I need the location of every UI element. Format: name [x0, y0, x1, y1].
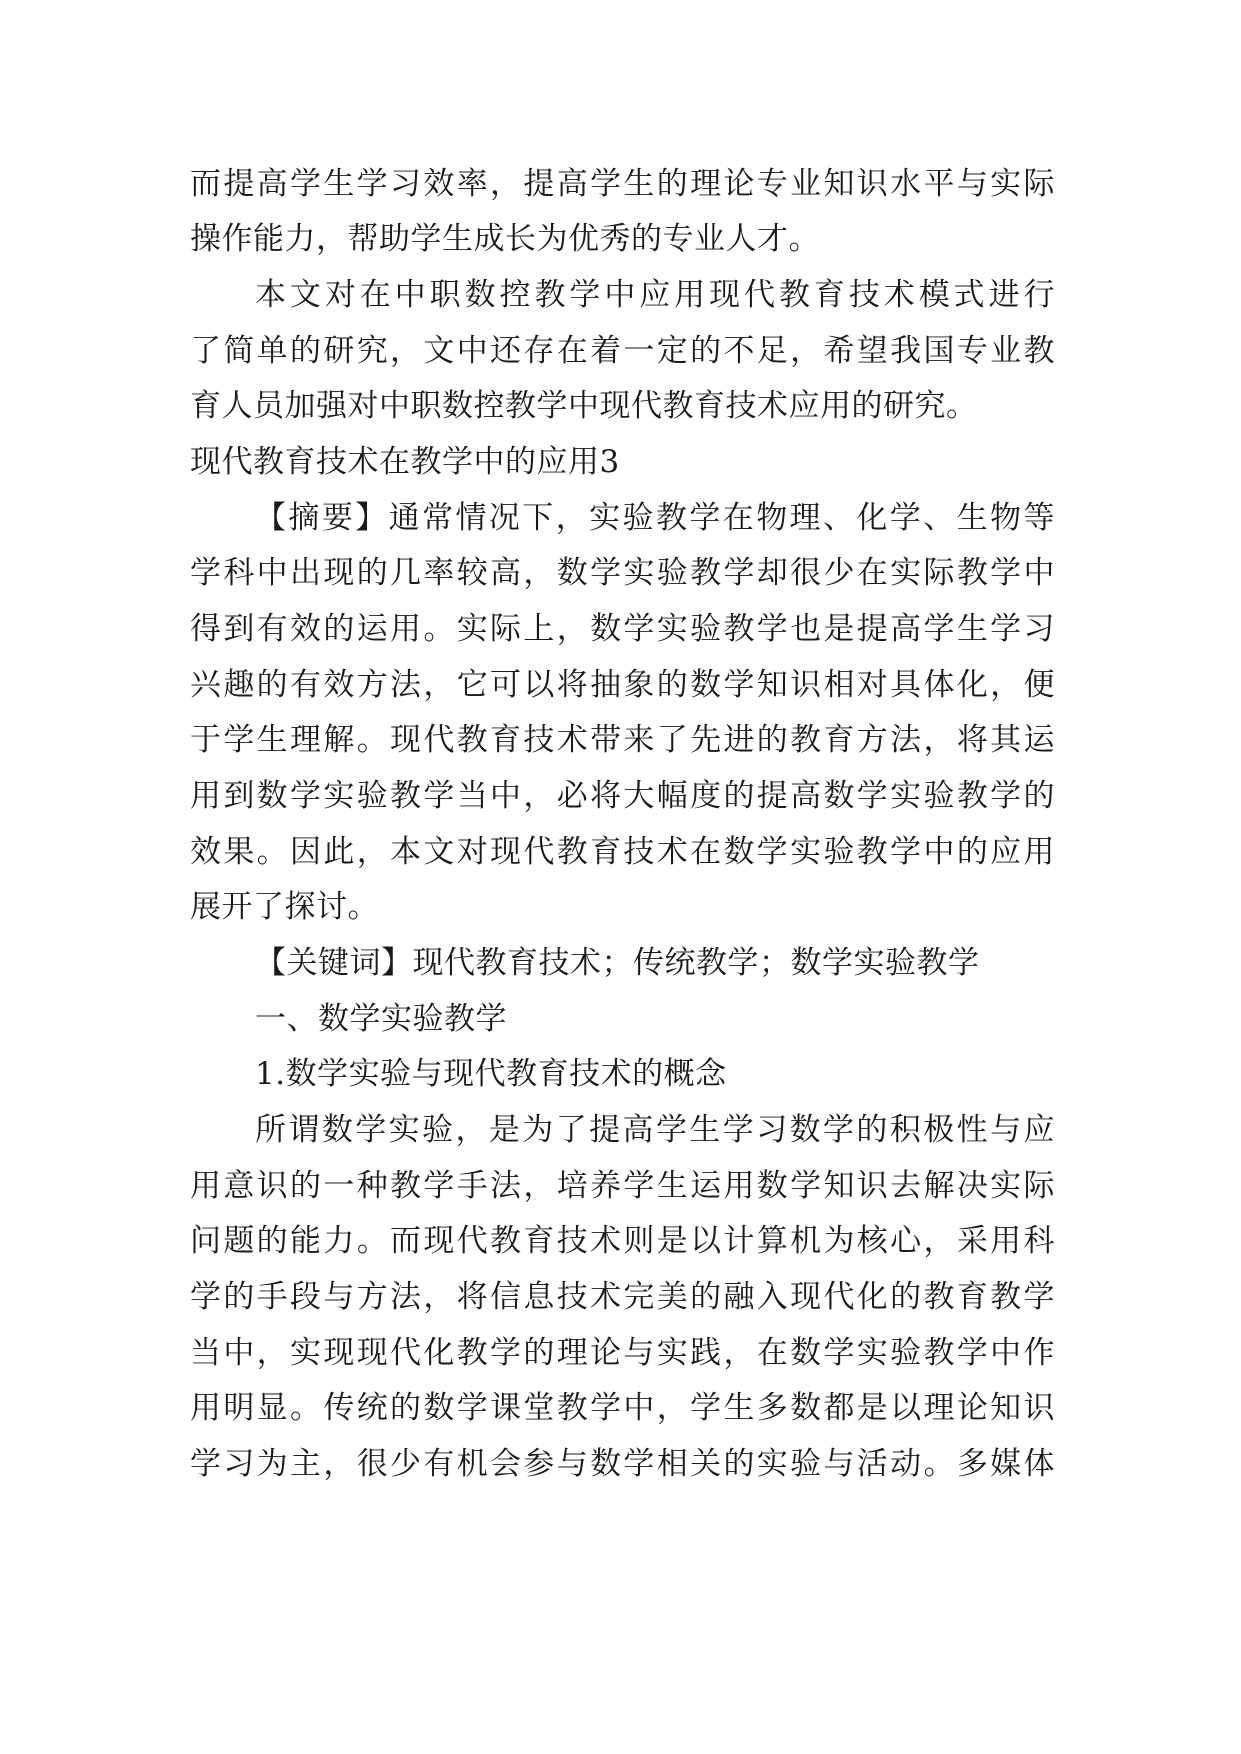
body-text-line: 效果。因此，本文对现代教育技术在数学实验教学中的应用 [190, 834, 1055, 870]
body-text-line: 学的手段与方法，将信息技术完美的融入现代化的教育教学 [190, 1279, 1055, 1315]
body-text-line: 了简单的研究，文中还存在着一定的不足，希望我国专业教 [190, 333, 1055, 369]
body-text-line: 当中，实现现代化教学的理论与实践，在数学实验教学中作 [190, 1335, 1055, 1371]
body-text-line: 用到数学实验教学当中，必将大幅度的提高数学实验教学的 [190, 778, 1055, 814]
abstract-first-line: 【摘要】通常情况下，实验教学在物理、化学、生物等 [255, 500, 1055, 536]
section-title: 现代教育技术在教学中的应用3 [190, 444, 620, 480]
body-text-line: 兴趣的有效方法，它可以将抽象的数学知识相对具体化，便 [190, 667, 1055, 703]
body-text-line: 展开了探讨。 [190, 889, 379, 925]
body-text-line: 育人员加强对中职数控教学中现代教育技术应用的研究。 [190, 388, 978, 424]
body-text-line: 操作能力，帮助学生成长为优秀的专业人才。 [190, 221, 820, 257]
heading-level-1: 一、数学实验教学 [255, 1001, 507, 1037]
body-text-line: 得到有效的运用。实际上，数学实验教学也是提高学生学习 [190, 611, 1055, 647]
keywords-line: 【关键词】现代教育技术；传统教学；数学实验教学 [255, 945, 980, 981]
body-text-line: 学科中出现的几率较高，数学实验教学却很少在实际教学中 [190, 555, 1055, 591]
paragraph-first-line: 本文对在中职数控教学中应用现代教育技术模式进行 [255, 277, 1055, 313]
body-text-line: 而提高学生学习效率，提高学生的理论专业知识水平与实际 [190, 166, 1055, 202]
heading-level-2: 1.数学实验与现代教育技术的概念 [255, 1056, 727, 1092]
paragraph-first-line: 所谓数学实验，是为了提高学生学习数学的积极性与应 [255, 1112, 1055, 1148]
body-text-line: 学习为主，很少有机会参与数学相关的实验与活动。多媒体 [190, 1446, 1055, 1482]
body-text-line: 用明显。传统的数学课堂教学中，学生多数都是以理论知识 [190, 1390, 1055, 1426]
body-text-line: 用意识的一种教学手法，培养学生运用数学知识去解决实际 [190, 1168, 1055, 1204]
body-text-line: 问题的能力。而现代教育技术则是以计算机为核心，采用科 [190, 1223, 1055, 1259]
body-text-line: 于学生理解。现代教育技术带来了先进的教育方法，将其运 [190, 722, 1055, 758]
